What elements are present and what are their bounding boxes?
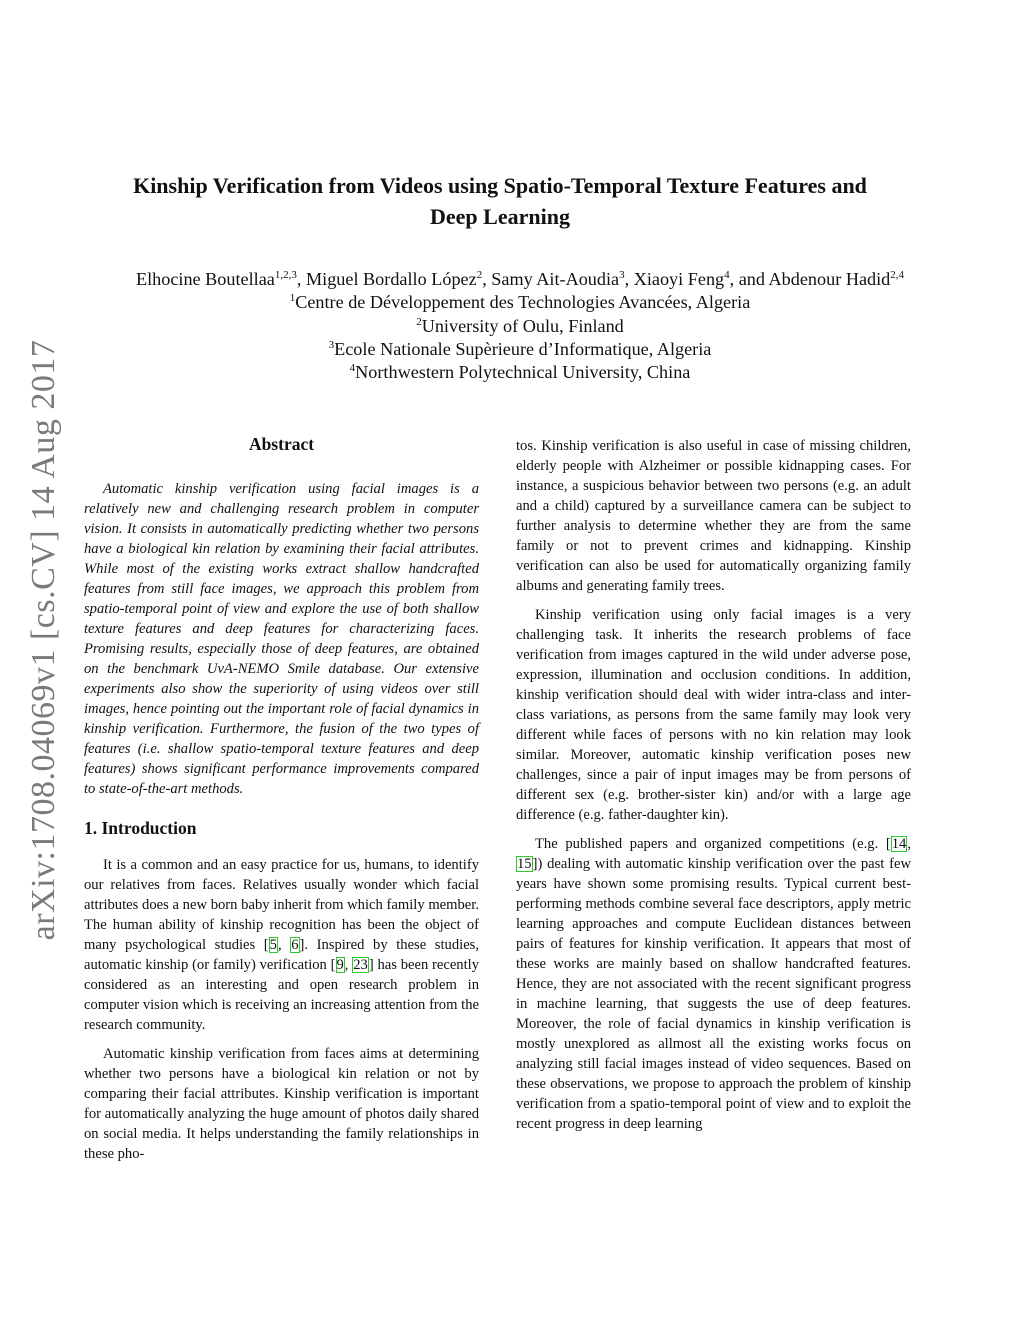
paragraph-text: ]) dealing with automatic kinship verification over the past few years have shown some promising results. Typical current best-performing methods combine several face descriptors, apply metric learning approaches and compute Euclidean distances between pairs of features for kinship verification. It appears that most of these works are mainly based on shallow handcrafted features. Hence, they are not associated with the recent significant progress in machine learning, that suggests the use of deep features. Moreover, the role of facial dynamics in kinship verification is mostly unexplored as allmost all the existing works focus on analyzing still facial images instead of video sequences. Based on these observations, we propose to approach the problem of kinship verification from a spatio-temporal point of view and to exploit the recent progress in deep learning [516,856,911,1132]
author-affiliation-marker: 2 [476,268,483,281]
affiliation-marker: 2 [416,315,422,328]
affiliation-text: Northwestern Polytechnical University, China [355,362,691,383]
author-name: , Xiaoyi Feng [624,269,725,289]
paragraph-text: , [907,836,911,852]
abstract-heading: Abstract [248,434,315,454]
author-name: , Samy Ait-Aoudia [482,269,620,289]
affiliation [60,361,980,384]
citation-link[interactable]: 9 [336,957,344,973]
author-affiliation-marker: 2,4 [890,268,905,281]
paper-title [80,170,920,232]
affiliation [60,338,980,361]
right-column [516,436,911,1143]
affiliation-marker: 3 [328,338,335,351]
paragraph-text: ]. Inspired by these studies, automatic kinship (or family) verification [ [84,937,479,973]
paragraph-text: ] has been recently considered as an interesting and open research problem in computer vision which is receiving an increasing attention from the research community. [84,957,480,1033]
affiliation-text: Ecole Nationale Supèrieure d’Informatique, Algeria [334,338,712,359]
paper-title-line-2: Deep Learning [430,204,570,229]
affiliation-text: Centre de Développement des Technologies Avancées, Algeria [295,292,751,313]
author-affiliation-marker: 3 [619,268,625,281]
body-paragraph: Kinship verification using only facial images is a very challenging task. It inherits the research problems of face verification from images captured in the wild under adverse pose, expression, illumination and occlusion conditions. In addition, kinship verification should deal with wider intra-class and inter-class variations, as persons from the same family may look very different while faces of persons with no kin relation may look similar. Moreover, automatic kinship verification poses new challenges, since a pair of input images may be from persons of different sex (e.g. brother-sister kin) and/or with a large age difference (e.g. father-daughter kin). [516,607,911,823]
paper-title-line-1: Kinship Verification from Videos using Spatio-Temporal Texture Features and [133,173,867,198]
citation-link[interactable]: 15 [517,856,532,872]
body-paragraph [516,834,911,1134]
author-block [60,268,980,384]
affiliation-text: University of Oulu, Finland [421,315,624,336]
author-name: , and Abdenour Hadid [729,269,891,289]
left-column [84,432,479,1173]
body-paragraph: tos. Kinship verification is also useful in case of missing children, elderly people with Alzheimer or possible kidnapping cases. For instance, a suspicious behavior between two persons (e.g. an adult and a child) captured by a surveillance camera can be subject to further analysis to determine whether they are from the same family or not to prevent crimes and kidnapping. Kinship verification can also be used for automatically organizing family albums and generating family trees. [516,438,911,594]
citation-link[interactable]: 14 [891,836,907,852]
arxiv-identifier-stamp: arXiv:1708.04069v1 [cs.CV] 14 Aug 2017 [25,339,62,941]
affiliation [60,291,980,314]
author-list [60,268,980,291]
affiliation-marker: 4 [349,362,356,375]
citation-link[interactable]: 23 [353,957,368,973]
author-name: , Miguel Bordallo López [296,269,477,289]
citation-link[interactable]: 5 [269,937,277,953]
introduction-paragraph [84,855,479,1035]
paragraph-text: , [344,957,353,973]
introduction-heading: 1. Introduction [84,818,197,838]
abstract-body: Automatic kinship verification using facial images is a relatively new and challenging research problem in computer vision. It consists in automatically predicting whether two persons have a biological kin relation by examining their facial attributes. While most of the existing works extract shallow handcrafted features from still face images, we approach this problem from spatio-temporal point of view and explore the use of both shallow texture features and deep features for characterizing faces. Promising results, especially those of deep features, are obtained on the benchmark UvA-NEMO Smile database. Our extensive experiments also show the superiority of using videos over still images, hence pointing out the important role of facial dynamics in kinship verification. Furthermore, the fusion of the two types of features (i.e. shallow spatio-temporal texture features and deep features) shows significant performance improvements compared to state-of-the-art methods. [84,481,479,797]
paragraph-text: The published papers and organized competitions (e.g. [ [535,836,891,852]
paragraph-text: It is a common and an easy practice for us, humans, to identify our relatives from faces. Relatives usually wonder which facial attributes does a new born baby inherit from which family member. The human ability of kinship recognition has been the object of many psychological studies [ [84,857,479,953]
affiliation [60,315,980,338]
author-name: Elhocine Boutellaa [135,269,275,289]
paragraph-text: , [277,937,291,953]
affiliation-marker: 1 [289,292,296,305]
author-affiliation-marker: 1,2,3 [274,268,297,281]
introduction-paragraph: Automatic kinship verification from faces aims at determining whether two persons have a biological kin relation or not by comparing their facial attributes. Kinship verification is important for automatically analyzing the huge amount of photos daily shared on social media. It helps understanding the family relationships in these pho- [84,1046,479,1162]
author-affiliation-marker: 4 [724,268,730,281]
citation-link[interactable]: 6 [291,937,299,953]
